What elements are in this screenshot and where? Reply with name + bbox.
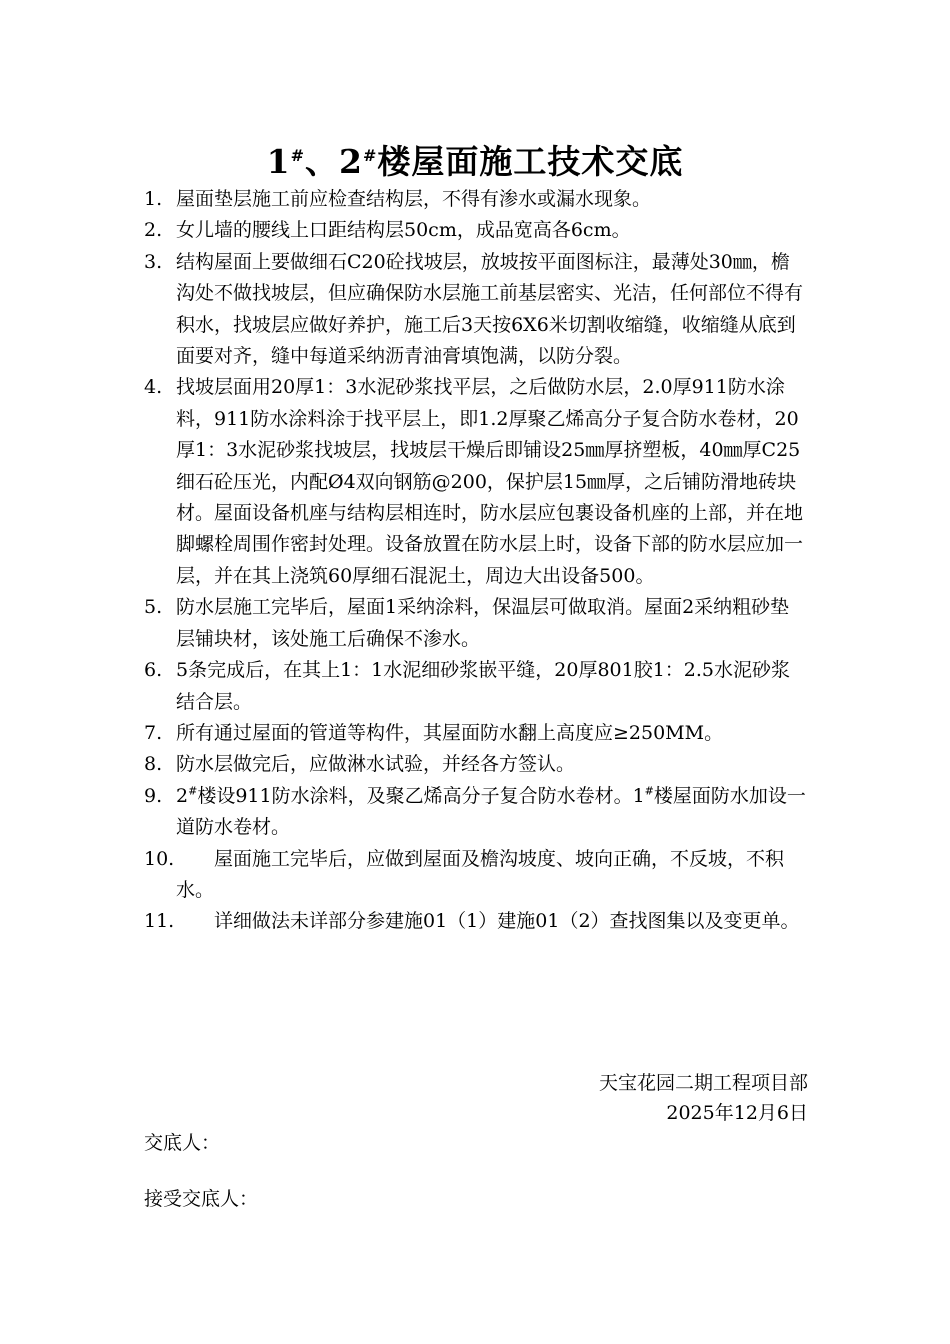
document-date: 2025年12月6日 [666,1102,808,1124]
list-item: 9. 2#楼设911防水涂料，及聚乙烯高分子复合防水卷材。1#楼屋面防水加设一道防水卷材。 [144,784,806,839]
list-item: 2. 女儿墙的腰线上口距结构层50cm，成品宽高各6cm。 [144,219,631,242]
list-item: 5. 防水层施工完毕后，屋面1采纳涂料，保温层可做取消。屋面2采纳粗砂垫层铺块材，该处施工后确保不渗水。 [144,596,790,650]
list-item: 8. 防水层做完后，应做淋水试验，并经各方签认。 [144,753,576,776]
list-item: 7. 所有通过屋面的管道等构件，其屋面防水翻上高度应≥250MM。 [144,721,724,744]
page-title: 1#、2#楼屋面施工技术交底 [266,142,684,181]
list-item: 11. 详细做法未详部分参建施01（1）建施01（2）查找图集以及变更单。 [144,910,800,933]
organization-name: 天宝花园二期工程项目部 [598,1072,808,1094]
list-item: 3. 结构屋面上要做细石C20砼找坡层，放坡按平面图标注，最薄处30㎜，檐沟处不做找坡层，但应确保防水层施工前基层密实、光洁，任何部位不得有积水，找坡层应做好养护，施工后3天按6X6米切割收缩缝，收缩缝从底到面要对齐，缝中每道采纳沥青油膏填饱满，以防分裂。 [144,250,804,368]
list-item: 1. 屋面垫层施工前应检查结构层，不得有渗水或漏水现象。 [144,188,652,210]
presenter-label: 交底人： [144,1132,221,1154]
receiver-label: 接受交底人： [144,1188,259,1210]
list-item: 4. 找坡层面用20厚1：3水泥砂浆找平层，之后做防水层，2.0厚911防水涂料，911防水涂料涂于找平层上，即1.2厚聚乙烯高分子复合防水卷材，20厚1：3水泥砂浆找坡层，找坡层干燥后即铺设25㎜厚挤塑板，40㎜厚C25细石砼压光，内配Ø4双向钢筋@200，保护层15㎜厚，之后铺防滑地砖块材。屋面设备机座与结构层相连时，防水层应包裹设备机座的上部，并在地脚螺栓周围作密封处理。设备放置在防水层上时，设备下部的防水层应加一层，并在其上浇筑60厚细石混泥土，周边大出设备500。 [144,376,804,587]
list-item: 6. 5条完成后，在其上1：1水泥细砂浆嵌平缝，20厚801胶1：2.5水泥砂浆结合层。 [144,659,791,713]
instruction-list [144,184,808,938]
list-item: 10. 屋面施工完毕后，应做到屋面及檐沟坡度、坡向正确，不反坡，不积水。 [144,847,785,901]
